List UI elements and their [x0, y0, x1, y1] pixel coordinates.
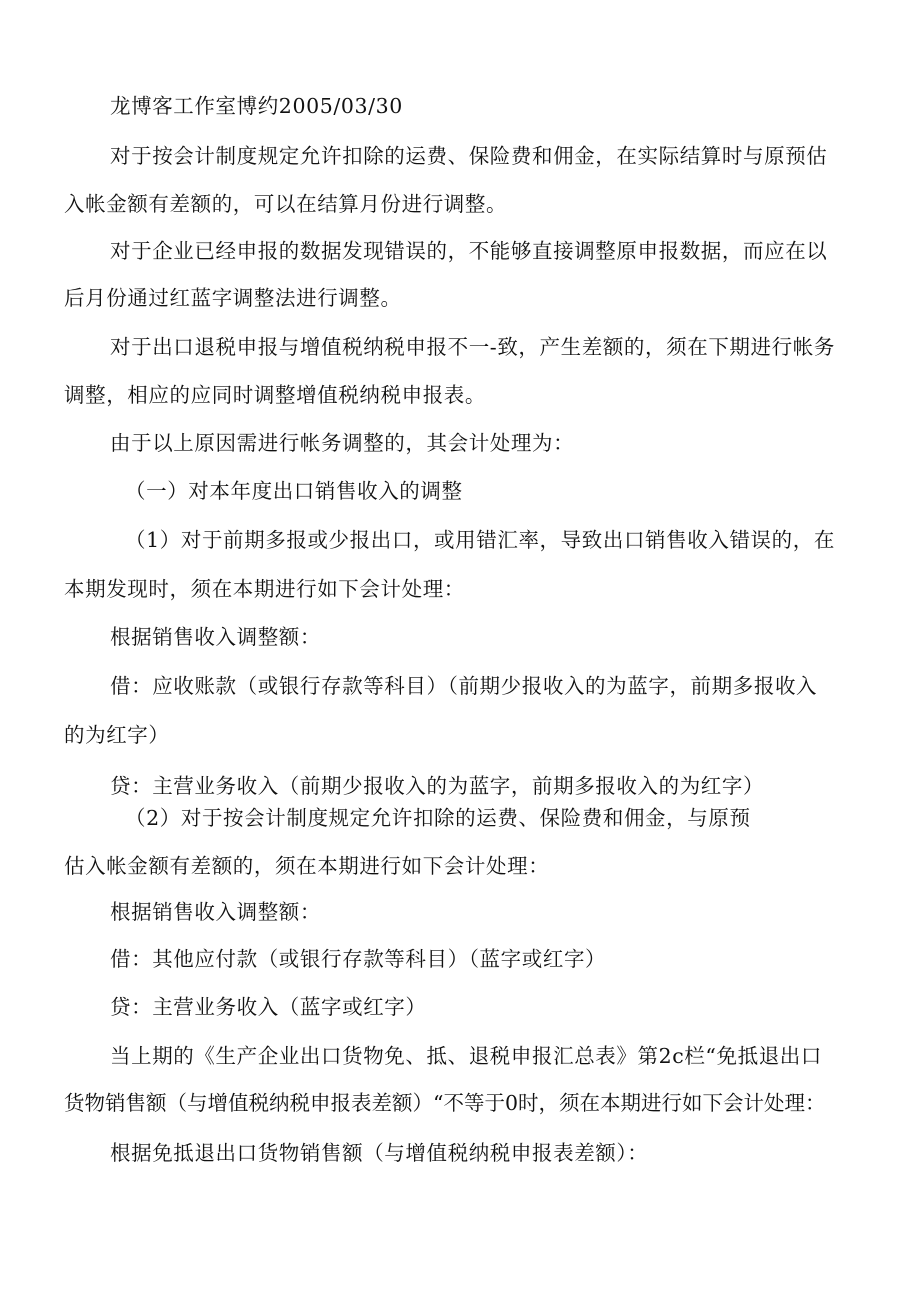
doc-header: 龙博客工作室博约2005/03/30 — [110, 93, 403, 118]
paragraph-line: 当上期的《生产企业出口货物免、抵、退税申报汇总表》第2c栏“免抵退出口 — [110, 1043, 823, 1068]
paragraph-line: （2）对于按会计制度规定允许扣除的运费、保险费和佣金，与原预 — [125, 805, 751, 830]
paragraph-line: 贷：主营业务收入（前期少报收入的为蓝字，前期多报收入的为红字） — [110, 773, 765, 798]
paragraph-line: 对于出口退税申报与增值税纳税申报不一-致，产生差额的，须在下期进行帐务 — [110, 334, 835, 359]
paragraph-line: 后月份通过红蓝字调整法进行调整。 — [64, 285, 402, 310]
section-heading: （一）对本年度出口销售收入的调整 — [125, 478, 463, 503]
paragraph-line: 货物销售额（与增值税纳税申报表差额）“不等于0时，须在本期进行如下会计处理： — [64, 1090, 826, 1115]
paragraph-line: 根据免抵退出口货物销售额（与增值税纳税申报表差额）： — [110, 1140, 649, 1165]
paragraph-line: 调整，相应的应同时调整增值税纳税申报表。 — [64, 382, 486, 407]
paragraph-line: 估入帐金额有差额的，须在本期进行如下会计处理： — [64, 853, 550, 878]
paragraph-line: 本期发现时，须在本期进行如下会计处理： — [64, 576, 465, 601]
paragraph-line: 对于按会计制度规定允许扣除的运费、保险费和佣金，在实际结算时与原预估 — [110, 143, 828, 168]
paragraph-line: 根据销售收入调整额： — [110, 899, 321, 924]
paragraph-line: （1）对于前期多报或少报出口，或用错汇率，导致出口销售收入错误的，在 — [125, 527, 835, 552]
paragraph-line: 借：应收账款（或银行存款等科目）（前期少报收入的为蓝字，前期多报收入 — [110, 673, 818, 698]
paragraph-line: 根据销售收入调整额： — [110, 624, 321, 649]
paragraph-line: 借：其他应付款（或银行存款等科目）（蓝字或红字） — [110, 946, 607, 971]
paragraph-line: 由于以上原因需进行帐务调整的，其会计处理为： — [110, 430, 575, 455]
paragraph-line: 入帐金额有差额的，可以在结算月份进行调整。 — [64, 191, 508, 216]
paragraph-line: 贷：主营业务收入（蓝字或红字） — [110, 994, 427, 1019]
paragraph-line: 对于企业已经申报的数据发现错误的，不能够直接调整原申报数据，而应在以 — [110, 238, 828, 263]
paragraph-line: 的为红字） — [64, 722, 170, 747]
